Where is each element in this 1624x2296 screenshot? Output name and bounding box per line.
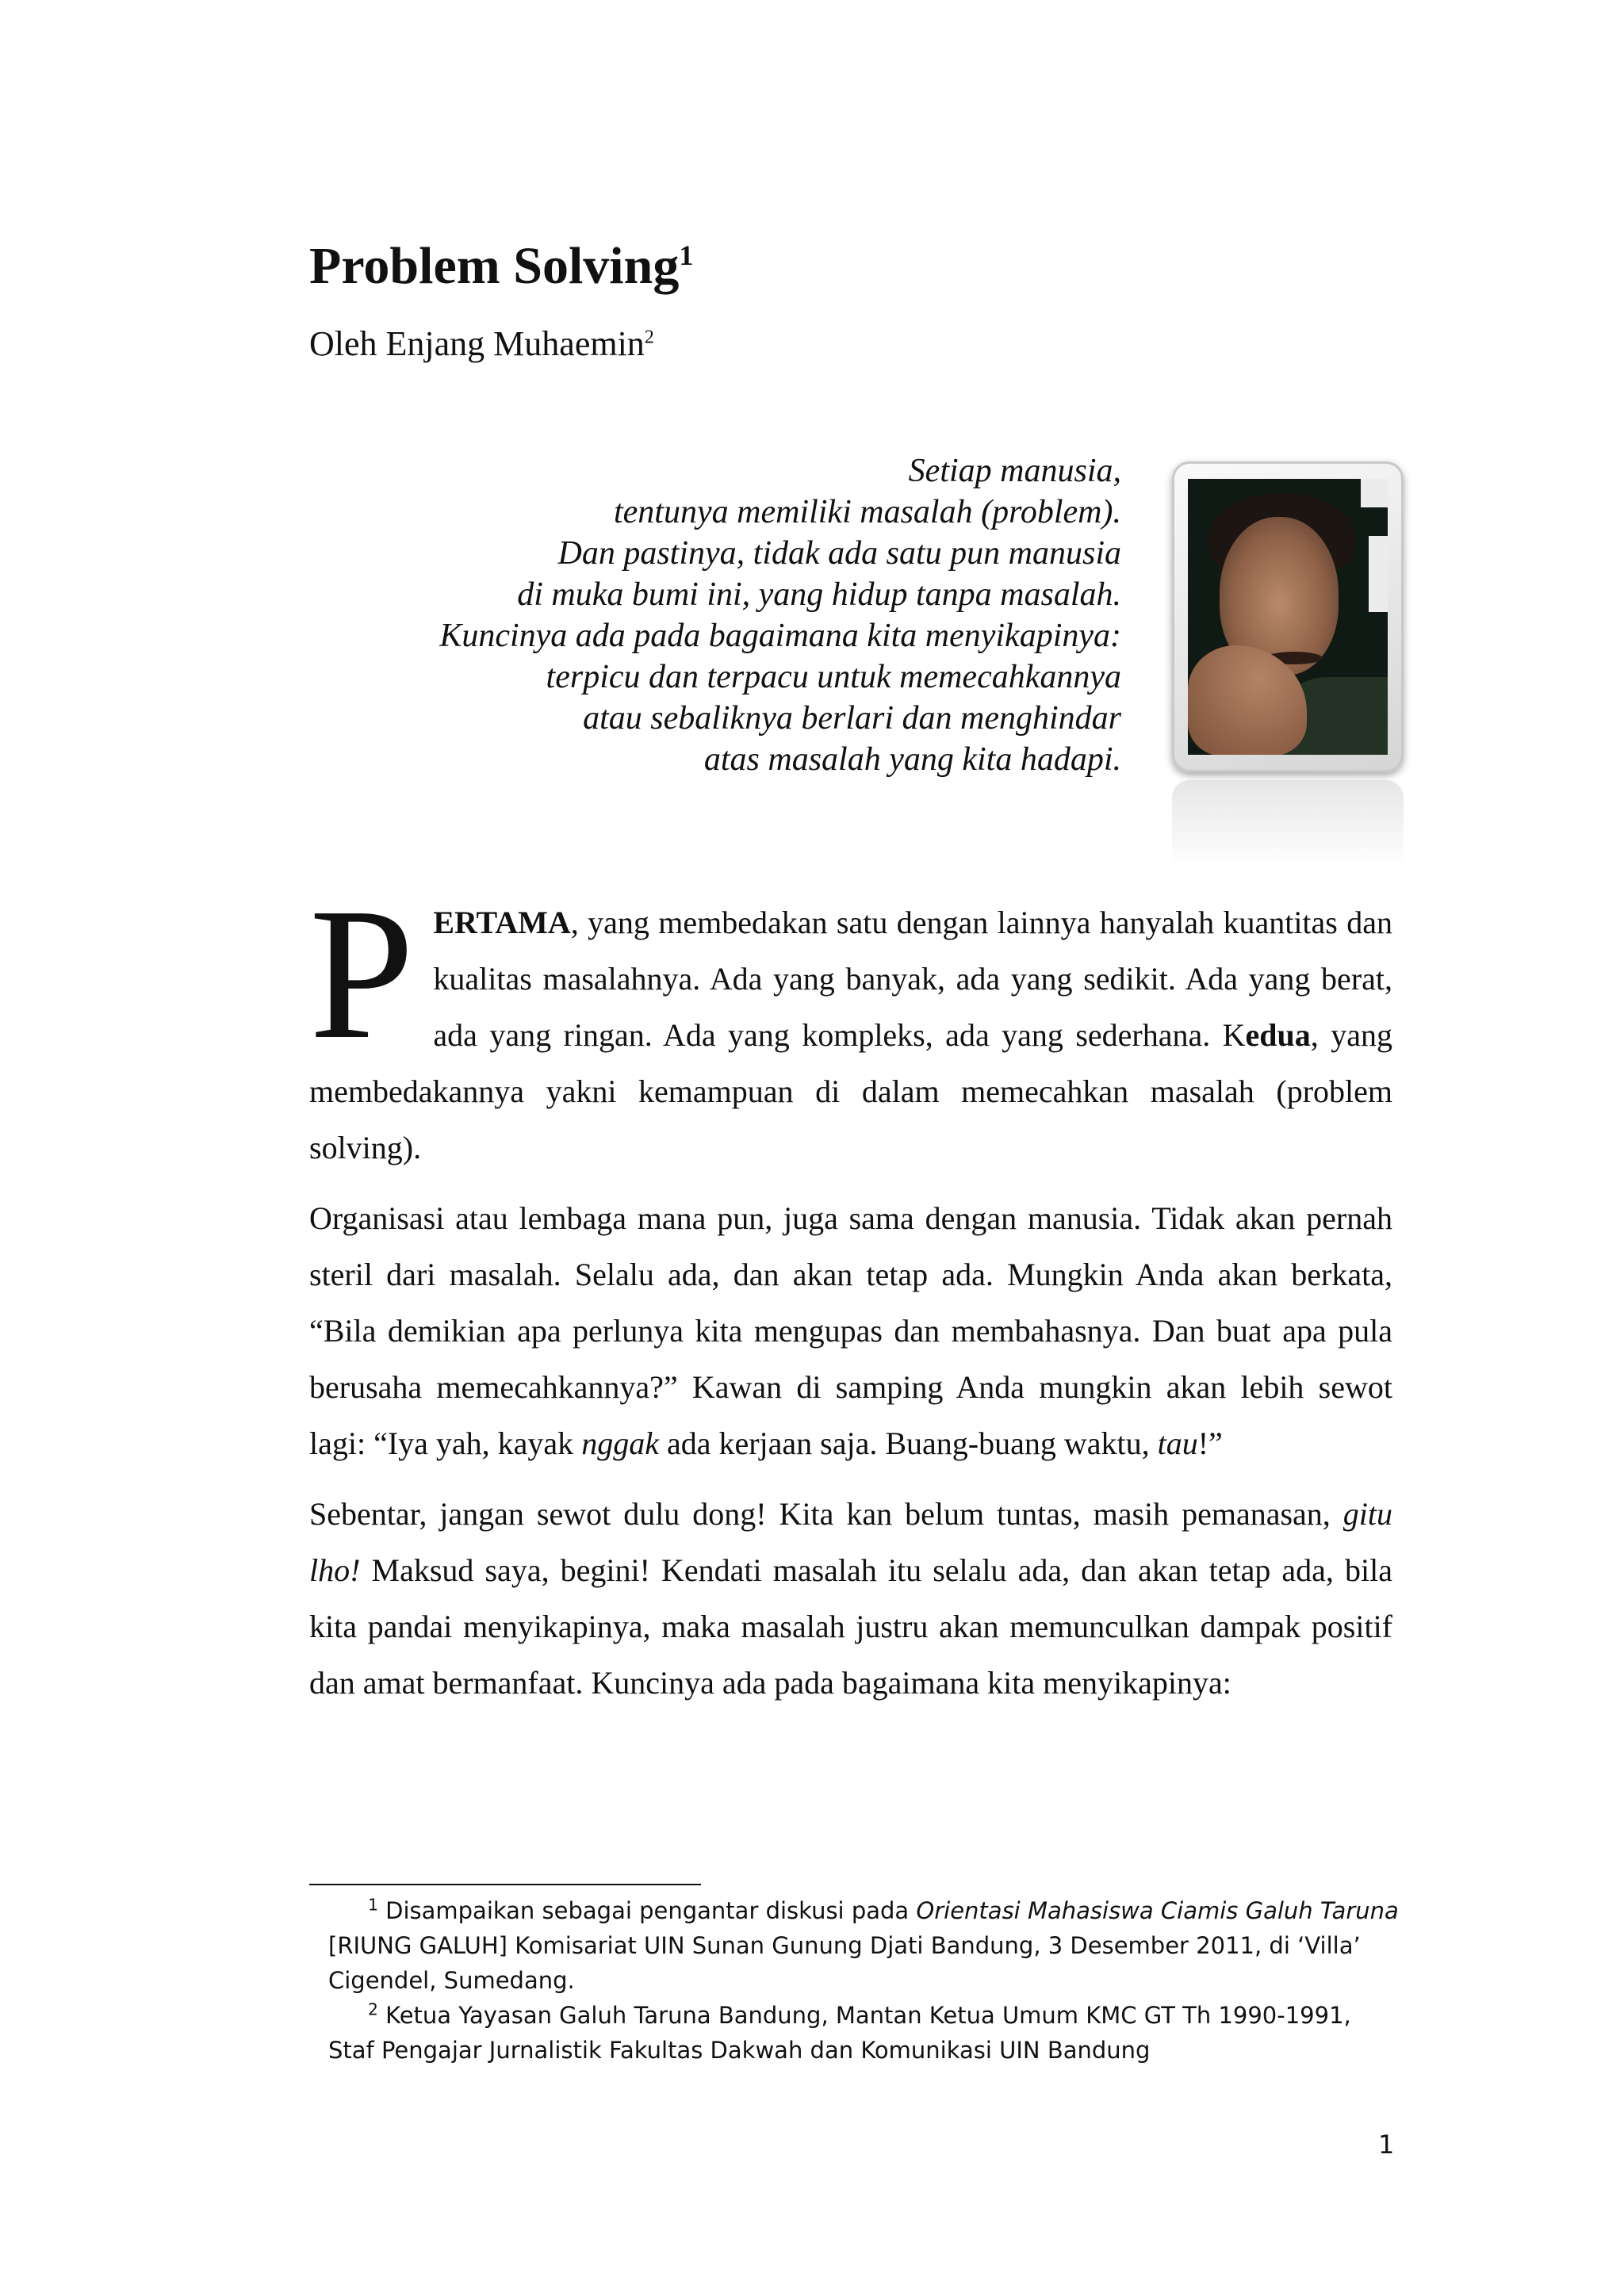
author-footnote-mark: 2 — [644, 326, 654, 348]
italic-word: tau — [1157, 1425, 1198, 1461]
paragraph-1 — [309, 870, 1392, 1176]
drop-cap: P — [309, 870, 415, 1078]
author-photo-frame — [1172, 461, 1404, 772]
title-text: Problem Solving — [309, 237, 680, 295]
photo-edge — [1369, 536, 1388, 612]
body-text — [309, 870, 1392, 1725]
title-footnote-mark: 1 — [679, 239, 694, 271]
footnote-1 — [328, 1893, 1399, 1998]
epigraph-line: terpicu dan terpacu untuk memecahkannya — [546, 659, 1121, 695]
paragraph-3 — [309, 1486, 1392, 1711]
footnote-text: [RIUNG GALUH] Komisariat UIN Sunan Gunung Djati Bandung, 3 Desember 2011, di ‘Villa’ Cigendel, Sumedang. — [328, 1932, 1361, 1994]
paragraph-text: Maksud saya, begini! Kendati masalah itu selalu ada, dan akan tetap ada, bila kita pandai menyikapinya, maka masalah justru akan memunculkan dampak positif dan amat bermanfaat. Kuncinya ada pada bagaimana kita menyikapinya: — [309, 1552, 1392, 1701]
page-title — [309, 238, 693, 296]
epigraph-line: Dan pastinya, tidak ada satu pun manusia — [557, 535, 1121, 572]
paragraph-text: !” — [1197, 1425, 1223, 1461]
paragraph-text: , yang membedakannya yakni kemampuan di dalam memecahkan masalah (problem solving). — [309, 1017, 1392, 1165]
italic-phrase: gitu lho! — [309, 1496, 1392, 1588]
epigraph-line: tentunya memiliki masalah (problem). — [614, 494, 1121, 530]
author-photo — [1188, 479, 1388, 755]
paragraph-text: , yang membedakan satu dengan lainnya hanyalah kuantitas dan kualitas masalahnya. Ada yang banyak, ada yang sedikit. Ada yang berat, ada yang ringan. Ada yang kompleks, ada yang sederhana. K — [433, 905, 1392, 1053]
epigraph-line: di muka bumi ini, yang hidup tanpa masalah. — [517, 576, 1121, 613]
paragraph-text: Organisasi atau lembaga mana pun, juga sama dengan manusia. Tidak akan pernah steril dari masalah. Selalu ada, dan akan tetap ada. Mungkin Anda akan berkata, “Bila demikian apa perlunya kita mengupas dan membahasnya. Dan buat apa pula berusaha memecahkannya?” Kawan di samping Anda mungkin akan lebih sewot lagi: “Iya yah, kayak — [309, 1200, 1392, 1461]
footnote-italic: Orientasi Mahasiswa Ciamis Galuh Taruna — [916, 1897, 1399, 1924]
photo-reflection — [1172, 780, 1404, 867]
epigraph-line: atau sebaliknya berlari dan menghindar — [583, 700, 1121, 737]
footnotes — [328, 1893, 1399, 2068]
lead-bold: ERTAMA — [433, 905, 571, 940]
footnote-mark: 2 — [368, 1999, 378, 2019]
paragraph-2 — [309, 1190, 1392, 1471]
bold-word: edua — [1245, 1017, 1311, 1053]
footnote-2 — [328, 1998, 1399, 2068]
footnote-text: Ketua Yayasan Galuh Taruna Bandung, Mantan Ketua Umum KMC GT Th 1990-1991, Staf Pengajar Jurnalistik Fakultas Dakwah dan Komunikasi UIN Bandung — [328, 2002, 1351, 2064]
author-line — [309, 323, 654, 364]
epigraph-line: Kuncinya ada pada bagaimana kita menyikapinya: — [439, 618, 1121, 654]
paragraph-text: ada kerjaan saja. Buang-buang waktu, — [658, 1425, 1158, 1461]
author-text: Oleh Enjang Muhaemin — [309, 324, 645, 363]
page-number: 1 — [1378, 2130, 1395, 2160]
footnote-separator — [309, 1884, 701, 1885]
footnote-text: Disampaikan sebagai pengantar diskusi pada — [377, 1897, 917, 1924]
epigraph-line: Setiap manusia, — [908, 453, 1121, 489]
epigraph-line: atas masalah yang kita hadapi. — [703, 741, 1121, 778]
paragraph-text: Sebentar, jangan sewot dulu dong! Kita kan belum tuntas, masih pemanasan, — [309, 1496, 1343, 1532]
epigraph — [249, 450, 1121, 780]
footnote-mark: 1 — [368, 1895, 378, 1915]
photo-corner — [1361, 479, 1388, 507]
italic-word: nggak — [581, 1425, 659, 1461]
